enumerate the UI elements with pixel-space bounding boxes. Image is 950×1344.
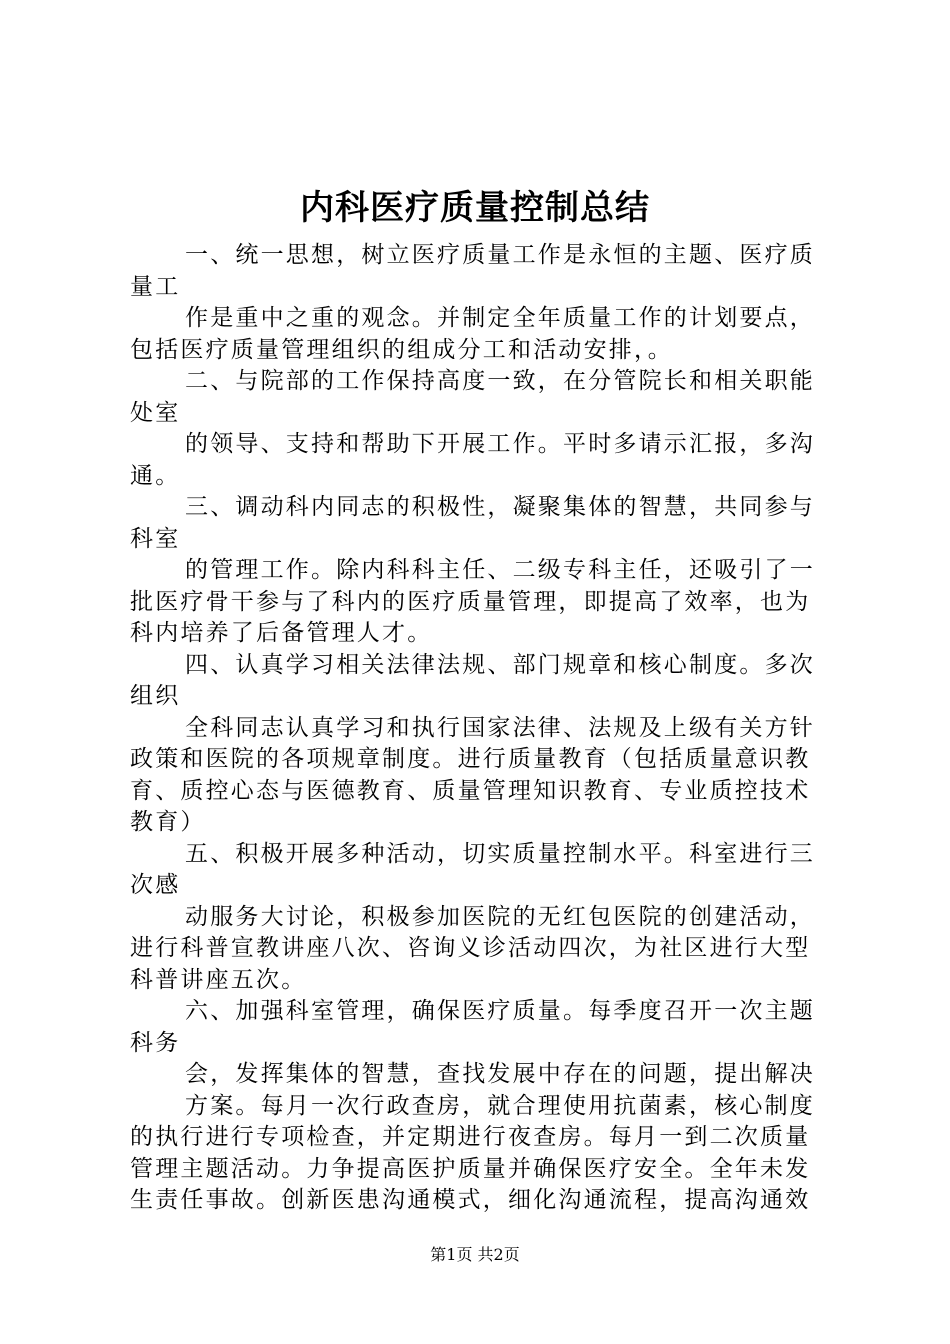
body-line: 的领导、支持和帮助下开展工作。平时多请示汇报，多沟 [185,431,815,457]
body-line: 科内培养了后备管理人才。 [130,620,433,646]
document-body [130,240,830,1217]
body-line: 进行科普宣教讲座八次、咨询义诊活动四次，为社区进行大型 [130,935,811,961]
body-line: 通。 [130,462,181,489]
body-line: 三、调动科内同志的积极性，凝聚集体的智慧，共同参与 [185,494,815,520]
body-line: 次感 [130,872,181,898]
body-line: 处室 [130,399,181,426]
body-line: 教育） [130,809,206,835]
body-line: 政策和医院的各项规章制度。进行质量教育（包括质量意识教 [130,746,811,772]
body-line: 生责任事故。创新医患沟通模式，细化沟通流程，提高沟通效 [130,1187,811,1213]
body-line: 量工 [130,273,181,300]
body-line: 作是重中之重的观念。并制定全年质量工作的计划要点， [185,305,815,331]
body-line: 科室 [130,525,181,552]
body-line: 育、质控心态与医德教育、质量管理知识教育、专业质控技术 [130,777,811,804]
body-line: 五、积极开展多种活动，切实质量控制水平。科室进行三 [185,840,815,867]
body-line: 组织 [130,683,181,709]
body-line: 的执行进行专项检查，并定期进行夜查房。每月一到二次质量 [130,1124,811,1150]
page-title: 内科医疗质量控制总结 [300,188,650,228]
body-line: 科普讲座五次。 [130,966,307,993]
body-line: 方案。每月一次行政查房，就合理使用抗菌素，核心制度 [185,1092,815,1119]
body-line: 批医疗骨干参与了科内的医疗质量管理，即提高了效率，也为 [130,588,811,615]
body-line: 六、加强科室管理，确保医疗质量。每季度召开一次主题 [185,998,815,1024]
page-number: 第1页 共2页 [430,1245,520,1264]
body-line: 动服务大讨论，积极参加医院的无红包医院的创建活动， [185,903,815,930]
body-line: 包括医疗质量管理组织的组成分工和活动安排，。 [130,336,673,363]
body-line: 四、认真学习相关法律法规、部门规章和核心制度。多次 [185,651,815,678]
body-line: 科务 [130,1029,181,1056]
body-line: 二、与院部的工作保持高度一致，在分管院长和相关职能 [185,368,815,394]
body-line: 会，发挥集体的智慧，查找发展中存在的问题，提出解决 [185,1061,815,1087]
body-line: 全科同志认真学习和执行国家法律、法规及上级有关方针 [185,714,815,741]
body-line: 管理主题活动。力争提高医护质量并确保医疗安全。全年未发 [130,1155,811,1182]
body-line: 一、统一思想，树立医疗质量工作是永恒的主题、医疗质 [185,242,815,268]
body-line: 的管理工作。除内科科主任、二级专科主任，还吸引了一 [185,557,815,583]
